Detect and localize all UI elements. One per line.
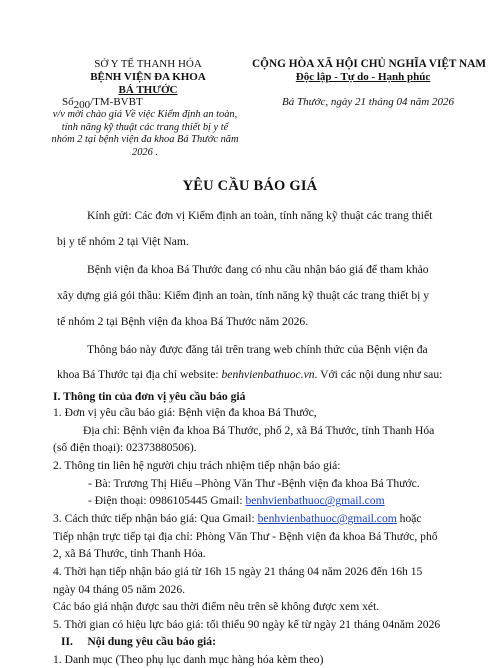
email-link-2[interactable]: benhvienbathuoc@gmail.com bbox=[257, 511, 397, 525]
website-text: benhvienbathuoc.vn bbox=[221, 367, 315, 381]
item-5: 5. Thời gian có hiệu lực báo giá: tối thiểu 90 ngày kể từ ngày 21 tháng 04năm 2026 bbox=[53, 617, 441, 631]
document-body bbox=[53, 208, 461, 668]
item-2-name: - Bà: Trương Thị Hiếu –Phòng Văn Thư -Bệnh viện đa khoa Bá Thước. bbox=[88, 476, 420, 490]
section-1-title: I. Thông tin của đơn vị yêu cầu báo giá bbox=[53, 390, 246, 404]
doc-number-suffix: /TM-BVBT bbox=[90, 96, 143, 108]
para2-line-1: Bệnh viện đa khoa Bá Thước đang có nhu cầu nhận báo giá để tham khảo bbox=[87, 263, 429, 277]
greeting-line-2: bị y tế nhóm 2 tại Việt Nam. bbox=[57, 234, 189, 248]
para3-line-2 bbox=[57, 367, 461, 383]
document-title: YÊU CẦU BÁO GIÁ bbox=[182, 178, 318, 194]
item-2: 2. Thông tin liên hệ người chịu trách nhiệm tiếp nhận báo giá: bbox=[53, 459, 341, 473]
issuer-block bbox=[48, 58, 248, 97]
national-motto: Độc lập - Tự do - Hạnh phúc bbox=[295, 71, 431, 83]
document-subject: v/v mời chào giá Về việc Kiểm định an toàn, tính năng kỹ thuật các trang thiết bị y tế nhóm 2 tại bệnh viện đa khoa Bá Thước năm 2026 . bbox=[51, 109, 239, 158]
section-2-item-1: 1. Danh mục (Theo phụ lục danh mục hàng hóa kèm theo) bbox=[53, 653, 324, 667]
country-name: CỘNG HÒA XÃ HỘI CHỦ NGHĨA VIỆT NAM bbox=[252, 58, 487, 70]
item-4-line-3: Các báo giá nhận được sau thời điểm nêu trên sẽ không được xem xét. bbox=[53, 600, 380, 614]
doc-number-value: 200 bbox=[73, 99, 91, 111]
email-link[interactable]: benhvienbathuoc@gmail.com bbox=[245, 494, 385, 508]
para3-line-1: Thông báo này được đăng tải trên trang web chính thức của Bệnh viện đa bbox=[87, 343, 428, 357]
hospital-name-line-2: BÁ THƯỚC bbox=[118, 84, 178, 96]
parent-agency: SỞ Y TẾ THANH HÓA bbox=[94, 58, 202, 70]
item-4-line-2: ngày 04 tháng 05 năm 2026. bbox=[53, 582, 186, 596]
item-3-suffix: hoặc bbox=[396, 511, 422, 525]
item-3-line-2: Tiếp nhận trực tiếp tại địa chỉ: Phòng Văn Thư - Bệnh viện đa khoa Bá Thước, phố bbox=[53, 529, 438, 543]
section-2-title: II. Nội dung yêu cầu báo giá: bbox=[61, 635, 216, 649]
para2-line-2: xây dựng giá gói thầu: Kiểm định an toàn, tính năng kỹ thuật các trang thiết bị y bbox=[57, 288, 430, 302]
para3-text: khoa Bá Thước tại địa chỉ website: bbox=[57, 367, 222, 381]
item-1-address: Địa chỉ: Bệnh viện đa khoa Bá Thước, phố 2, xã Bá Thước, tỉnh Thanh Hóa bbox=[83, 423, 435, 437]
item-3-line-3: 2, xã Bá Thước, tỉnh Thanh Hóa. bbox=[53, 547, 206, 561]
item-3-text: 3. Cách thức tiếp nhận báo giá: Qua Gmail: bbox=[53, 511, 258, 525]
issue-date: Bá Thước, ngày 21 tháng 04 năm 2026 bbox=[282, 96, 454, 108]
contact-text: - Điện thoại: 0986105445 Gmail: bbox=[88, 494, 246, 508]
document-number bbox=[62, 95, 143, 110]
item-1: 1. Đơn vị yêu cầu báo giá: Bệnh viện đa khoa Bá Thước, bbox=[53, 406, 317, 420]
item-2-contact bbox=[53, 493, 461, 509]
doc-number-prefix: Số bbox=[62, 96, 74, 108]
para3-text-end: . Với các nội dung như sau: bbox=[314, 367, 443, 381]
national-heading bbox=[252, 58, 487, 84]
para2-line-3: tế nhóm 2 tại Bệnh viện đa khoa Bá Thước năm 2026. bbox=[57, 314, 309, 328]
item-3 bbox=[53, 511, 461, 527]
item-1-phone: (số điện thoại): 02373880506). bbox=[53, 441, 197, 455]
hospital-name: BỆNH VIỆN ĐA KHOA bbox=[90, 71, 206, 83]
item-4-line-1: 4. Thời hạn tiếp nhận báo giá từ 16h 15 ngày 21 tháng 04 năm 2026 đến 16h 15 bbox=[53, 564, 423, 578]
greeting-line-1: Kính gửi: Các đơn vị Kiểm định an toàn, tính năng kỹ thuật các trang thiết bbox=[87, 209, 433, 222]
